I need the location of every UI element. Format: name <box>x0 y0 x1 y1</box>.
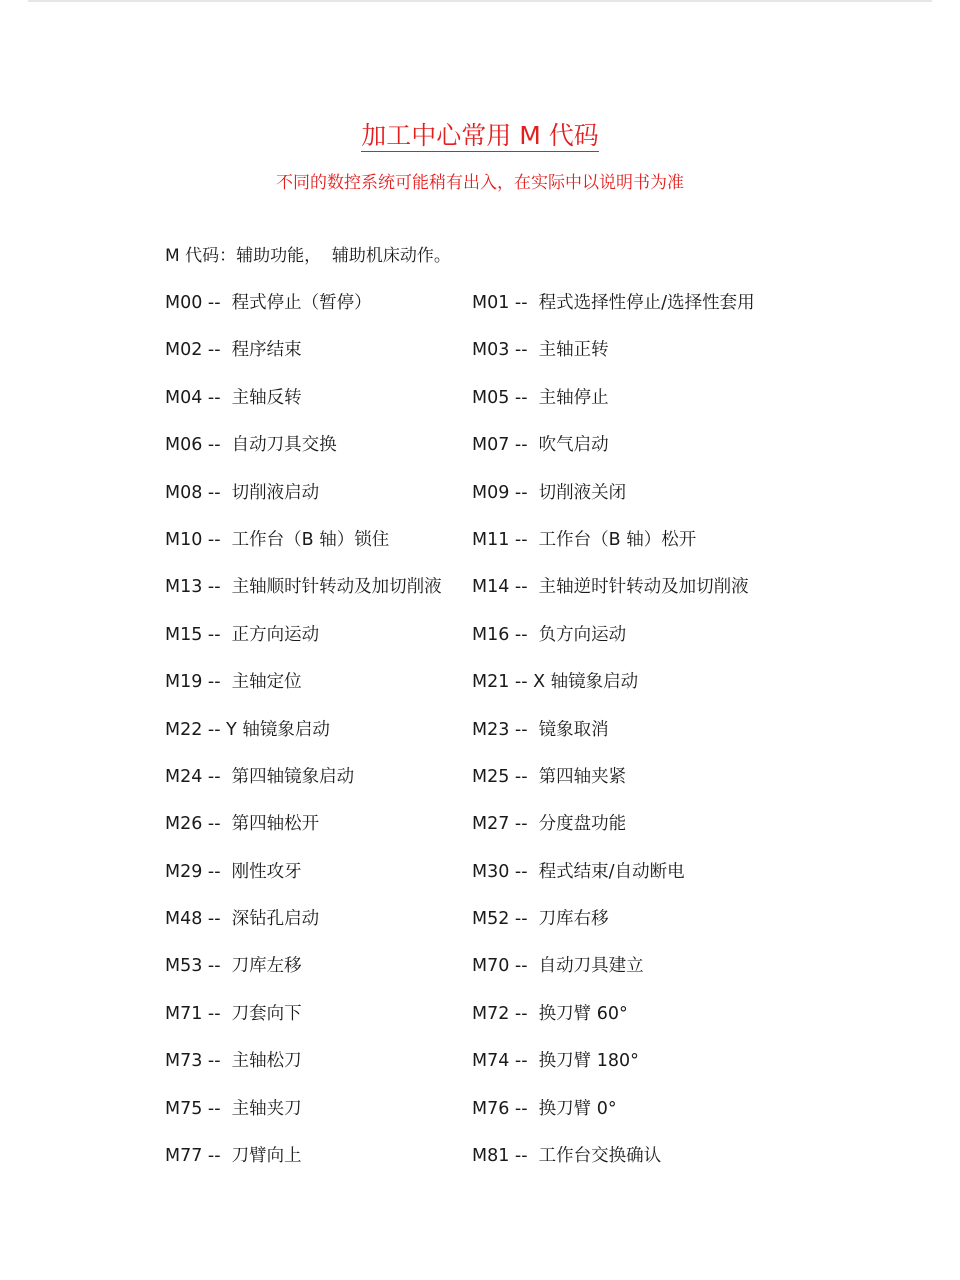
page-title <box>0 117 960 155</box>
code-entry-right: M27 -- 分度盘功能 <box>472 814 627 835</box>
code-row <box>0 951 960 998</box>
code-entry-left: M53 -- 刀库左移 <box>165 956 302 977</box>
code-row <box>0 620 960 667</box>
code-row <box>0 335 960 382</box>
code-entry-right: M05 -- 主轴停止 <box>472 387 609 408</box>
code-entry-right: M52 -- 刀库右移 <box>472 909 609 930</box>
code-entry-left: M06 -- 自动刀具交换 <box>165 435 337 456</box>
code-entry-left: M75 -- 主轴夹刀 <box>165 1098 302 1119</box>
code-entry-left: M19 -- 主轴定位 <box>165 672 302 693</box>
code-entry-left: M73 -- 主轴松刀 <box>165 1051 302 1072</box>
code-entry-left: M77 -- 刀臂向上 <box>165 1146 302 1167</box>
code-entry-left: M00 -- 程式停止（暂停） <box>165 293 372 313</box>
code-entry-right: M14 -- 主轴逆时针转动及加切削液 <box>472 577 749 598</box>
code-entry-right: M01 -- 程式选择性停止/选择性套用 <box>472 293 755 313</box>
code-entry-right: M70 -- 自动刀具建立 <box>472 956 644 977</box>
code-entry-left: M48 -- 深钻孔启动 <box>165 909 320 930</box>
code-row <box>0 667 960 714</box>
code-entry-left: M26 -- 第四轴松开 <box>165 814 320 835</box>
code-entry-right: M23 -- 镜象取消 <box>472 719 609 740</box>
code-row <box>0 857 960 904</box>
code-row <box>0 383 960 430</box>
top-divider <box>28 0 932 2</box>
code-row <box>0 715 960 762</box>
code-entry-right: M09 -- 切削液关闭 <box>472 482 627 503</box>
code-entry-left: M22 -- Y 轴镜象启动 <box>165 719 330 740</box>
code-row <box>0 809 960 856</box>
code-row <box>0 999 960 1046</box>
page-subtitle: 不同的数控系统可能稍有出入，在实际中以说明书为准 <box>276 173 684 193</box>
code-row <box>0 430 960 477</box>
page-title-text: 加工中心常用 M 代码 <box>361 121 599 150</box>
code-entry-right: M72 -- 换刀臂 60° <box>472 1003 628 1024</box>
code-entry-left: M10 -- 工作台（B 轴）锁住 <box>165 529 390 550</box>
code-entry-right: M76 -- 换刀臂 0° <box>472 1098 617 1119</box>
code-entry-left: M02 -- 程序结束 <box>165 340 302 361</box>
code-entry-left: M29 -- 刚性攻牙 <box>165 861 302 882</box>
code-entry-right: M81 -- 工作台交换确认 <box>472 1146 662 1167</box>
code-entry-right: M16 -- 负方向运动 <box>472 624 627 645</box>
m-code-list <box>0 288 960 1188</box>
code-row <box>0 1141 960 1188</box>
code-row <box>0 1094 960 1141</box>
code-entry-right: M25 -- 第四轴夹紧 <box>472 766 627 787</box>
intro-text: M 代码：辅助功能， 辅助机床动作。 <box>165 246 451 266</box>
code-row <box>0 904 960 951</box>
code-row <box>0 478 960 525</box>
code-entry-right: M11 -- 工作台（B 轴）松开 <box>472 529 697 550</box>
code-entry-right: M30 -- 程式结束/自动断电 <box>472 861 685 882</box>
code-row <box>0 525 960 572</box>
code-entry-right: M07 -- 吹气启动 <box>472 435 609 456</box>
code-entry-left: M04 -- 主轴反转 <box>165 387 302 408</box>
code-entry-left: M71 -- 刀套向下 <box>165 1003 302 1024</box>
code-entry-left: M24 -- 第四轴镜象启动 <box>165 766 355 787</box>
code-row <box>0 288 960 335</box>
code-row <box>0 1046 960 1093</box>
code-entry-left: M15 -- 正方向运动 <box>165 624 320 645</box>
code-row <box>0 762 960 809</box>
code-entry-left: M08 -- 切削液启动 <box>165 482 320 503</box>
code-row <box>0 572 960 619</box>
code-entry-right: M74 -- 换刀臂 180° <box>472 1051 639 1072</box>
code-entry-right: M21 -- X 轴镜象启动 <box>472 672 639 693</box>
code-entry-left: M13 -- 主轴顺时针转动及加切削液 <box>165 577 442 598</box>
code-entry-right: M03 -- 主轴正转 <box>472 340 609 361</box>
